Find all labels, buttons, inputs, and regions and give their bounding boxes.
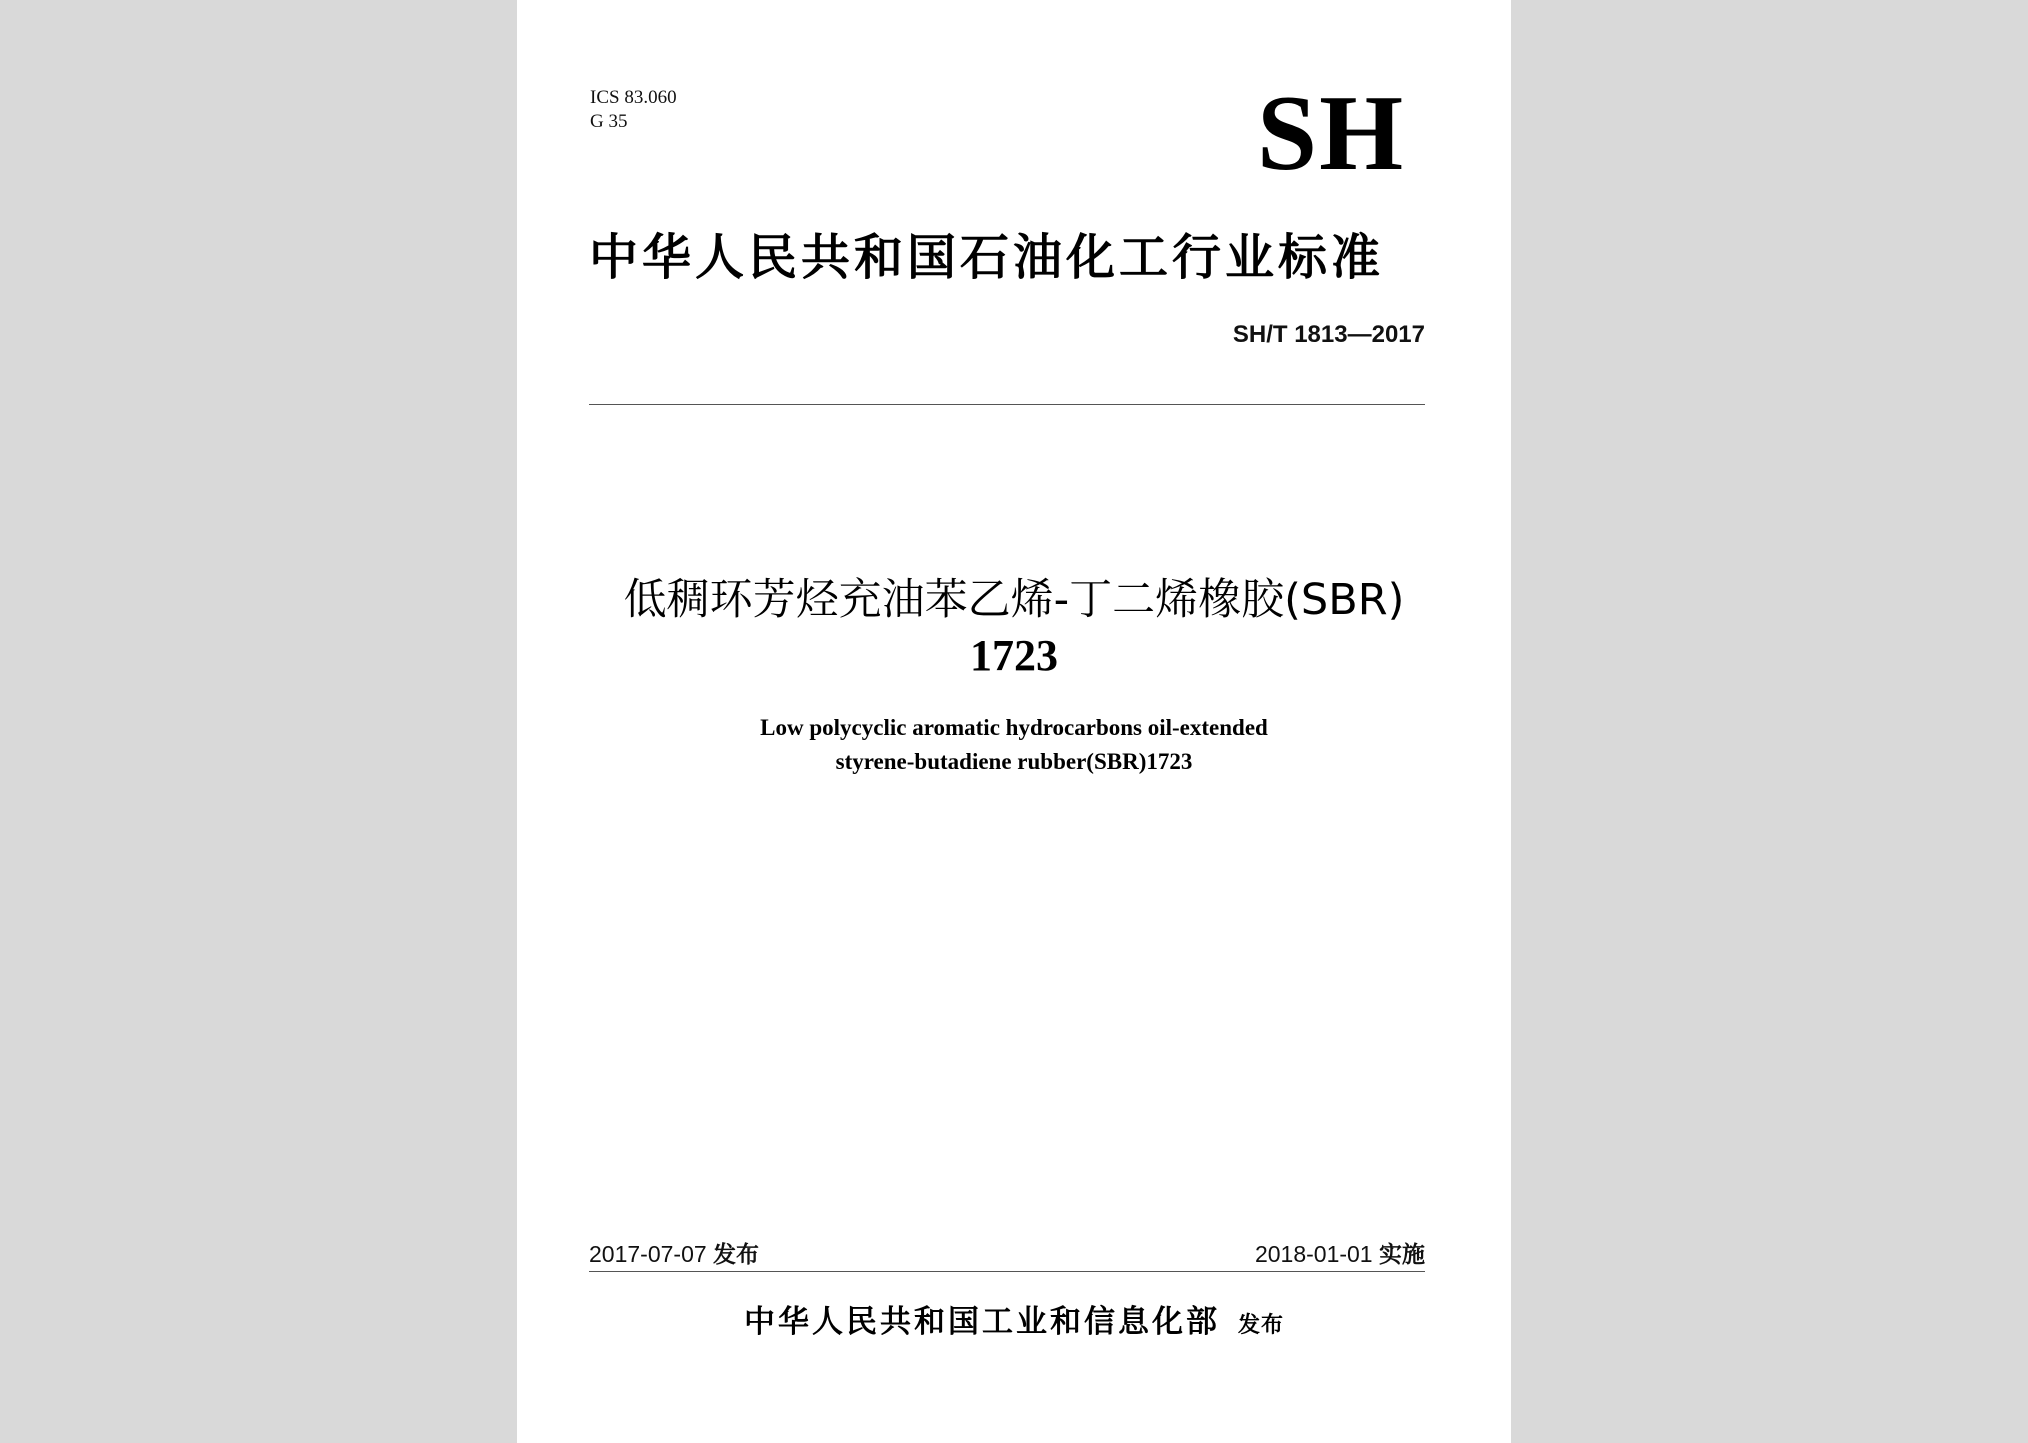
classification-codes bbox=[590, 86, 677, 134]
publisher-name: 中华人民共和国工业和信息化部 bbox=[743, 1304, 1220, 1340]
title-english-line2: styrene-butadiene rubber(SBR)1723 bbox=[835, 749, 1193, 774]
title-number: 1723 bbox=[970, 631, 1058, 680]
ics-code: ICS 83.060 bbox=[590, 87, 677, 108]
standard-number: SH/T 1813—2017 bbox=[1232, 321, 1425, 348]
publisher-action: 发布 bbox=[1237, 1313, 1284, 1338]
implement-label: 实施 bbox=[1379, 1242, 1425, 1268]
title-english-line1: Low polycyclic aromatic hydrocarbons oil-extended bbox=[760, 715, 1268, 740]
implement-date-block bbox=[1255, 1239, 1425, 1270]
document-page bbox=[517, 0, 1511, 1443]
publisher-block bbox=[517, 1300, 1511, 1348]
bottom-divider bbox=[589, 1271, 1425, 1272]
issue-date: 2017-07-07 bbox=[589, 1241, 707, 1267]
issue-date-block bbox=[589, 1239, 759, 1270]
sh-logo: SH bbox=[1257, 74, 1406, 193]
ccs-code: G 35 bbox=[590, 111, 628, 132]
title-chinese: 低稠环芳烃充油苯乙烯-丁二烯橡胶(SBR) bbox=[623, 575, 1405, 625]
top-divider bbox=[589, 404, 1425, 405]
industry-standard-title: 中华人民共和国石油化工行业标准 bbox=[589, 229, 1385, 286]
implement-date: 2018-01-01 bbox=[1254, 1241, 1373, 1267]
issue-label: 发布 bbox=[713, 1242, 760, 1268]
